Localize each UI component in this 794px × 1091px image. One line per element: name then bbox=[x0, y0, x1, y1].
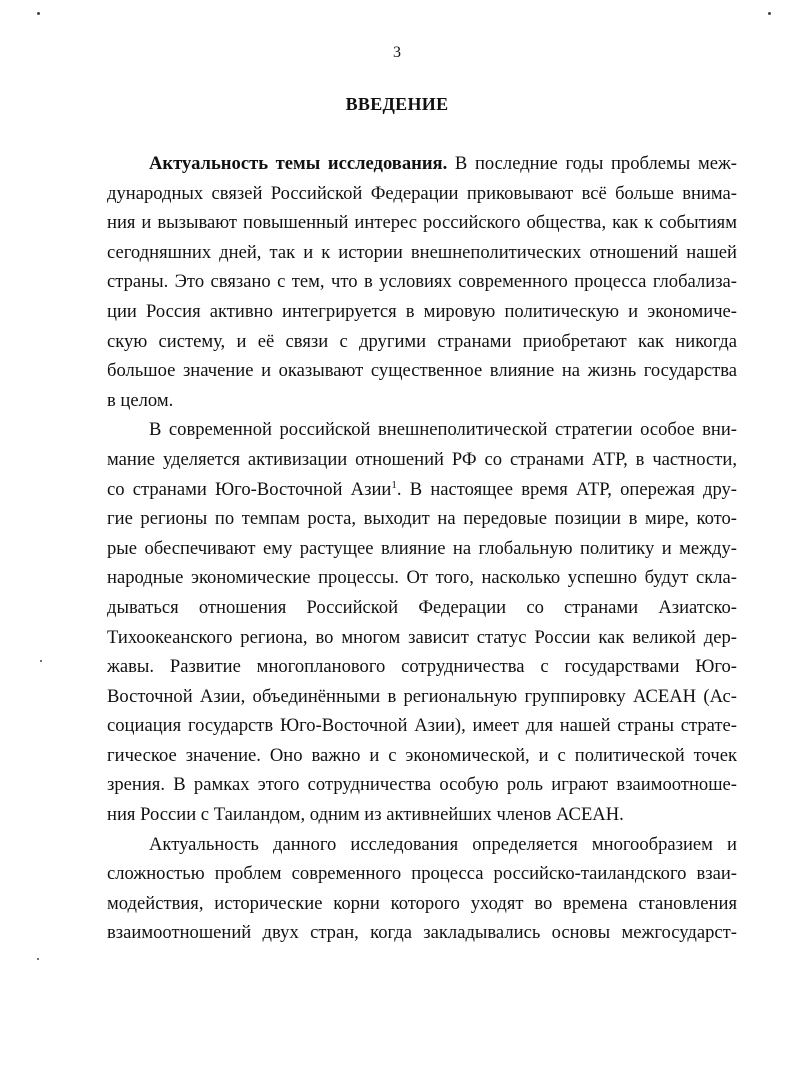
text-line: Актуальность данного исследования определяется многообразием и bbox=[149, 833, 737, 855]
text-line: Восточной Азии, объединёнными в региональную группировку АСЕАН (Ас- bbox=[107, 685, 737, 707]
text-line: мание уделяется активизации отношений РФ со странами АТР, в частности, bbox=[107, 448, 737, 470]
text-line: Тихоокеанского региона, во многом зависит статус России как великой дер- bbox=[107, 626, 737, 648]
scan-speck bbox=[40, 660, 42, 662]
text-line: ции Россия активно интегрируется в мировую политическую и экономиче- bbox=[107, 300, 737, 322]
section-heading: ВВЕДЕНИЕ bbox=[345, 94, 449, 114]
text-line bbox=[107, 475, 737, 505]
text-line bbox=[107, 149, 737, 179]
text-line: скую систему, и её связи с другими странами приобретают как никогда bbox=[107, 330, 737, 352]
text-line: ния России с Таиландом, одним из активнейших членов АСЕАН. bbox=[107, 804, 624, 826]
text-line: большое значение и оказывают существенное влияние на жизнь государства bbox=[107, 360, 737, 382]
text-line: страны. Это связано с тем, что в условиях современного процесса глобализа- bbox=[107, 271, 737, 293]
line-text: со странами Юго-Восточной Азии bbox=[107, 478, 392, 500]
line-text: . В настоящее время АТР, опережая дру- bbox=[396, 478, 737, 500]
lead-phrase: Актуальность темы исследования. bbox=[149, 153, 448, 174]
text-line: социация государств Юго-Восточной Азии), имеет для нашей страны страте- bbox=[107, 715, 737, 737]
text-line: гическое значение. Оно важно и с экономической, и с политической точек bbox=[107, 744, 737, 766]
text-line: народные экономические процессы. От того, насколько успешно будут скла- bbox=[107, 567, 737, 589]
page-number: 3 bbox=[393, 44, 401, 61]
text-line: взаимоотношений двух стран, когда закладывались основы межгосударст- bbox=[107, 922, 737, 944]
footnote-ref[interactable]: 1 bbox=[391, 478, 397, 491]
text-line: дываться отношения Российской Федерации со странами Азиатско- bbox=[107, 596, 737, 618]
scan-speck bbox=[37, 12, 40, 15]
text-line: дународных связей Российской Федерации приковывают всё больше внима- bbox=[107, 182, 737, 204]
text-line: гие регионы по темпам роста, выходит на передовые позиции в мире, кото- bbox=[107, 508, 737, 530]
text-line: модействия, исторические корни которого уходят во времена становления bbox=[107, 892, 737, 914]
text-line: сложностью проблем современного процесса российско-таиландского взаи- bbox=[107, 863, 737, 885]
text-line: рые обеспечивают ему растущее влияние на глобальную политику и между- bbox=[107, 537, 737, 559]
text-line: В современной российской внешнеполитической стратегии особое вни- bbox=[149, 419, 737, 441]
text-line: жавы. Развитие многопланового сотрудничества с государствами Юго- bbox=[107, 656, 737, 678]
scan-speck bbox=[37, 958, 39, 960]
line-text: В последние годы проблемы меж- bbox=[447, 153, 737, 174]
text-line: сегодняшних дней, так и к истории внешнеполитических отношений нашей bbox=[107, 241, 737, 263]
text-line: в целом. bbox=[107, 389, 174, 411]
scan-speck bbox=[768, 12, 771, 15]
text-line: ния и вызывают повышенный интерес российского общества, как к событиям bbox=[107, 212, 737, 234]
text-line: зрения. В рамках этого сотрудничества особую роль играют взаимоотноше- bbox=[107, 774, 737, 796]
body-text bbox=[107, 149, 737, 948]
